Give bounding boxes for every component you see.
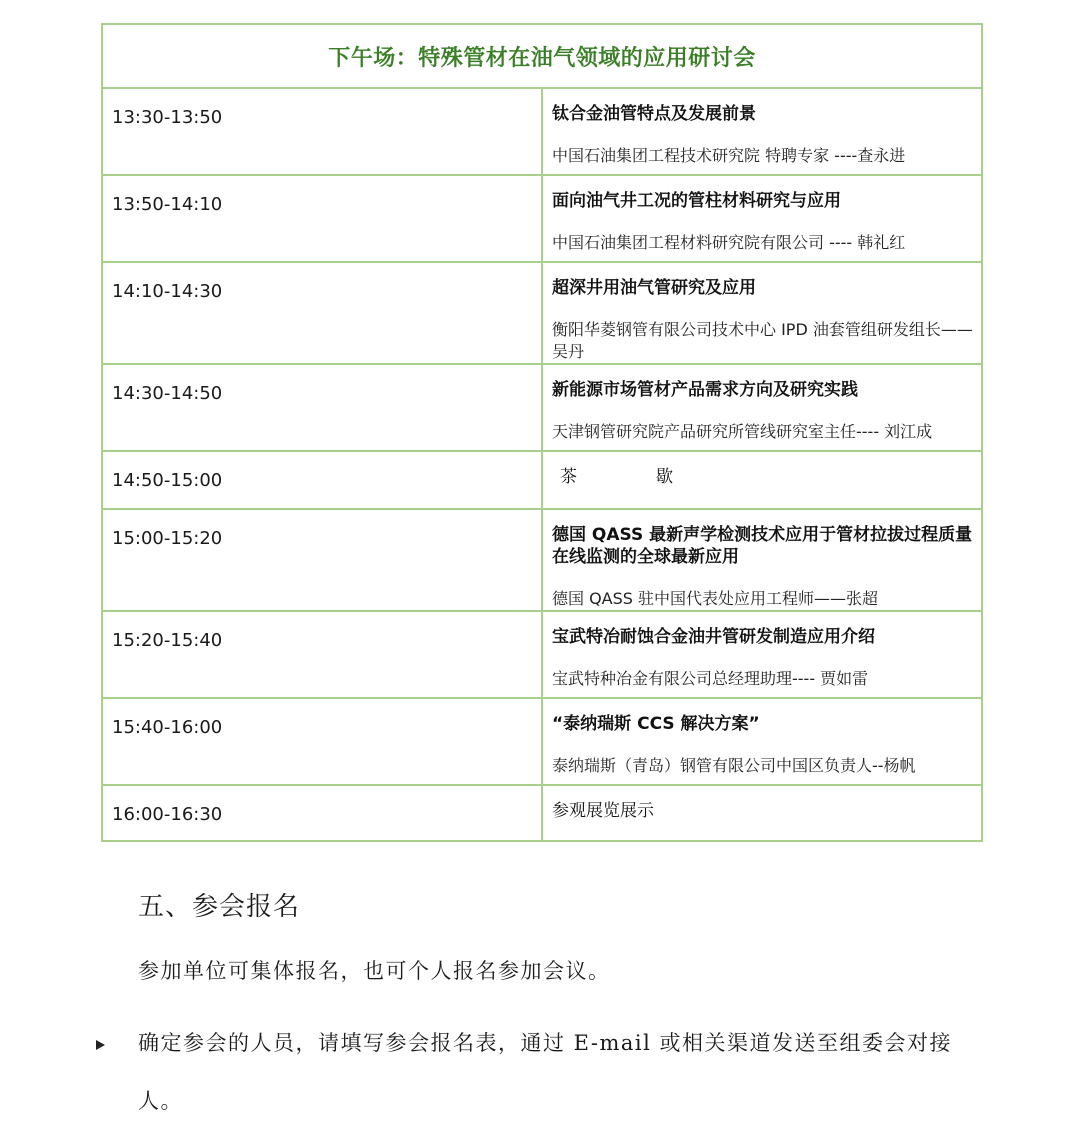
section-heading: 五、参会报名 — [138, 892, 301, 922]
topic-title: 德国 QASS 最新声学检测技术应用于管材拉拔过程质量在线监测的全球最新应用 — [552, 525, 973, 567]
content-cell — [542, 698, 982, 785]
time-cell: 13:50-14:10 — [102, 175, 542, 262]
topic-title: 参观展览展示 — [552, 801, 654, 821]
schedule-title: 下午场：特殊管材在油气领域的应用研讨会 — [102, 24, 982, 88]
table-row — [102, 88, 982, 175]
schedule-table — [101, 23, 983, 842]
time-cell: 15:40-16:00 — [102, 698, 542, 785]
content-cell — [542, 611, 982, 698]
content-cell — [542, 451, 982, 509]
time-cell: 13:30-13:50 — [102, 88, 542, 175]
topic-title: 超深井用油气管研究及应用 — [552, 278, 756, 298]
table-row — [102, 785, 982, 841]
content-cell — [542, 509, 982, 611]
arrow-bullet-icon — [96, 1040, 105, 1050]
content-cell — [542, 785, 982, 841]
topic-title: 面向油气井工况的管柱材料研究与应用 — [552, 191, 841, 211]
time-cell: 14:10-14:30 — [102, 262, 542, 364]
table-row — [102, 509, 982, 611]
speaker-info: 中国石油集团工程技术研究院 特聘专家 ----查永进 — [552, 146, 906, 165]
content-cell — [542, 364, 982, 451]
registration-paragraph: 参加单位可集体报名，也可个人报名参加会议。 — [138, 959, 611, 983]
content-cell — [542, 88, 982, 175]
speaker-info: 中国石油集团工程材料研究院有限公司 ---- 韩礼红 — [552, 233, 906, 252]
speaker-info: 泰纳瑞斯（青岛）钢管有限公司中国区负责人--杨帆 — [552, 756, 916, 775]
time-cell: 15:20-15:40 — [102, 611, 542, 698]
content-cell — [542, 175, 982, 262]
content-cell — [542, 262, 982, 364]
table-row — [102, 698, 982, 785]
break-label-part-b: 歇 — [656, 467, 673, 487]
bullet-item — [96, 1030, 996, 1130]
time-cell: 15:00-15:20 — [102, 509, 542, 611]
time-cell: 14:30-14:50 — [102, 364, 542, 451]
table-row — [102, 364, 982, 451]
table-row — [102, 611, 982, 698]
speaker-info: 德国 QASS 驻中国代表处应用工程师——张超 — [552, 589, 879, 608]
topic-title: “泰纳瑞斯 CCS 解决方案” — [552, 714, 760, 734]
break-label — [552, 466, 973, 488]
speaker-info: 宝武特种冶金有限公司总经理助理---- 贾如雷 — [552, 669, 869, 688]
table-row — [102, 451, 982, 509]
speaker-info: 天津钢管研究院产品研究所管线研究室主任---- 刘江成 — [552, 422, 933, 441]
table-row — [102, 262, 982, 364]
topic-title: 宝武特冶耐蚀合金油井管研发制造应用介绍 — [552, 627, 875, 647]
topic-title: 新能源市场管材产品需求方向及研究实践 — [552, 380, 858, 400]
topic-title: 钛合金油管特点及发展前景 — [552, 104, 756, 124]
bullet-text: 确定参会的人员，请填写参会报名表，通过 E-mail 或相关渠道发送至组委会对接人。 — [138, 1031, 953, 1113]
break-label-part-a: 茶 — [560, 467, 577, 487]
speaker-info: 衡阳华菱钢管有限公司技术中心 IPD 油套管组研发组长——吴丹 — [552, 320, 973, 361]
time-cell: 16:00-16:30 — [102, 785, 542, 841]
time-cell: 14:50-15:00 — [102, 451, 542, 509]
table-row — [102, 175, 982, 262]
